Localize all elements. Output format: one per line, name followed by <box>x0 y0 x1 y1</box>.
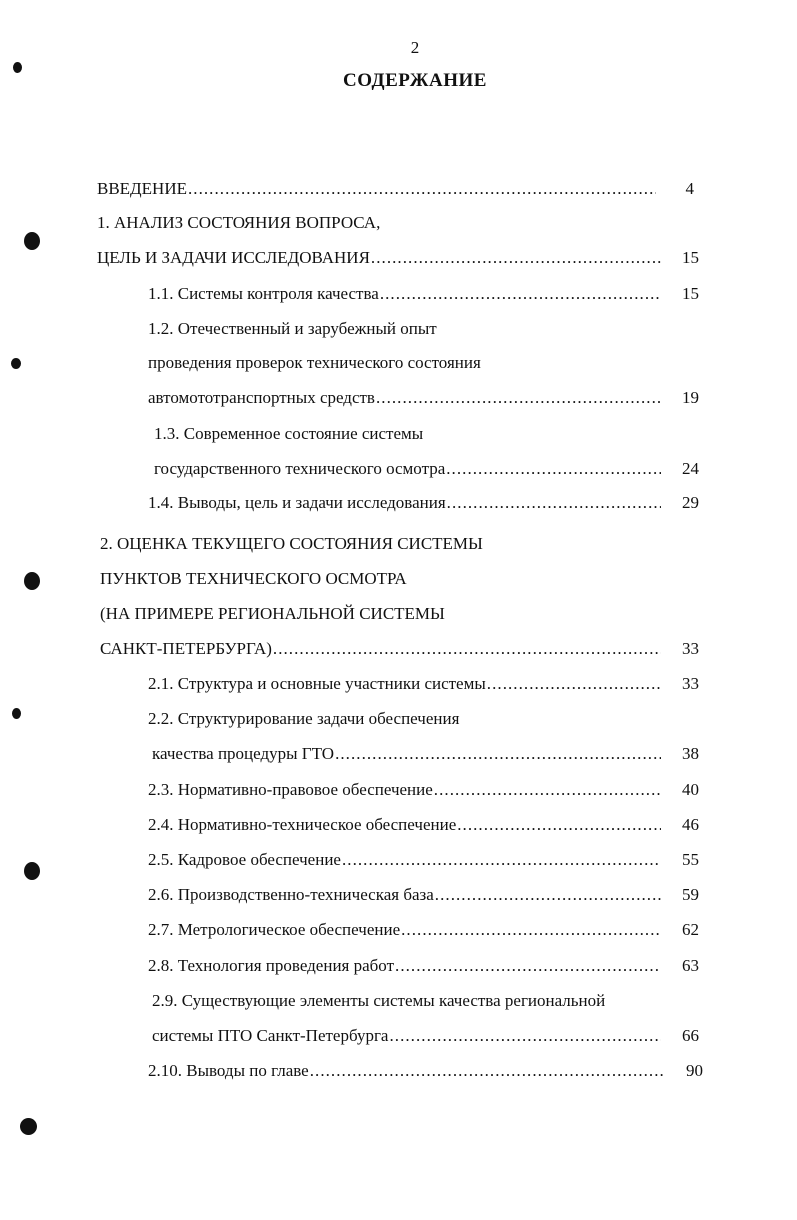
toc-entry[interactable] <box>148 955 699 977</box>
toc-entry-line: (НА ПРИМЕРЕ РЕГИОНАЛЬНОЙ СИСТЕМЫ <box>100 604 445 623</box>
toc-entry[interactable] <box>148 283 699 305</box>
toc-page-number: 15 <box>682 284 699 303</box>
toc-entry-line: ПУНКТОВ ТЕХНИЧЕСКОГО ОСМОТРА <box>100 569 407 588</box>
toc-entry[interactable] <box>97 247 699 269</box>
toc-leader <box>435 884 661 906</box>
toc-entry-title: 2.7. Метрологическое обеспечение <box>148 920 401 939</box>
page-title: СОДЕРЖАНИЕ <box>343 70 487 91</box>
toc-entry[interactable] <box>148 492 699 514</box>
toc-page-number: 24 <box>682 459 699 478</box>
toc-entry-title: ВВЕДЕНИЕ <box>97 179 187 198</box>
toc-leader <box>273 638 661 660</box>
toc-leader <box>310 1060 665 1082</box>
toc-entry-title: 1.4. Выводы, цель и задачи исследования <box>148 493 446 512</box>
toc-page-number: 29 <box>682 493 699 512</box>
binder-hole <box>20 1118 37 1135</box>
toc-entry-title: системы ПТО Санкт-Петербурга <box>152 1026 389 1045</box>
toc-entry[interactable] <box>148 673 699 695</box>
toc-leader <box>487 673 661 695</box>
toc-page-number: 19 <box>682 388 699 407</box>
toc-entry-title: ЦЕЛЬ И ЗАДАЧИ ИССЛЕДОВАНИЯ <box>97 248 370 267</box>
toc-entry-title: государственного технического осмотра <box>154 459 446 478</box>
toc-entry-line: 2. ОЦЕНКА ТЕКУЩЕГО СОСТОЯНИЯ СИСТЕМЫ <box>100 534 483 553</box>
toc-entry[interactable] <box>148 919 699 941</box>
toc-leader <box>335 743 661 765</box>
toc-entry[interactable] <box>148 1060 703 1082</box>
toc-leader <box>434 779 661 801</box>
binder-hole <box>24 572 40 590</box>
toc-entry-line: 2.2. Структурирование задачи обеспечения <box>148 709 460 728</box>
page-number: 2 <box>410 38 420 57</box>
toc-entry-title: качества процедуры ГТО <box>152 744 335 763</box>
toc-page-number: 63 <box>682 956 699 975</box>
toc-entry-line: 1.3. Современное состояние системы <box>154 424 424 443</box>
toc-page-number: 59 <box>682 885 699 904</box>
binder-hole <box>11 358 21 369</box>
toc-leader <box>389 1025 661 1047</box>
toc-page-number: 55 <box>682 850 699 869</box>
toc-entry[interactable] <box>148 814 699 836</box>
toc-entry[interactable] <box>148 779 699 801</box>
toc-entry[interactable] <box>97 178 694 200</box>
toc-page-number: 38 <box>682 744 699 763</box>
toc-page-number: 62 <box>682 920 699 939</box>
toc-page-number: 90 <box>686 1061 703 1080</box>
toc-page-number: 33 <box>682 639 699 658</box>
toc-entry-title: 2.10. Выводы по главе <box>148 1061 309 1080</box>
toc-entry[interactable] <box>148 387 699 409</box>
toc-leader <box>446 458 661 480</box>
toc-entry[interactable] <box>152 743 699 765</box>
toc-page-number: 15 <box>682 248 699 267</box>
toc-leader <box>395 955 661 977</box>
toc-page-number: 46 <box>682 815 699 834</box>
toc-entry-title: 2.6. Производственно-техническая база <box>148 885 434 904</box>
toc-entry[interactable] <box>152 1025 699 1047</box>
toc-leader <box>447 492 661 514</box>
toc-entry[interactable] <box>100 638 699 660</box>
toc-leader <box>380 283 661 305</box>
toc-entry-title: 2.1. Структура и основные участники системы <box>148 674 486 693</box>
toc-leader <box>188 178 656 200</box>
toc-entry-line: 1.2. Отечественный и зарубежный опыт <box>148 319 437 338</box>
toc-entry-line: 2.9. Существующие элементы системы качества региональной <box>152 991 606 1010</box>
toc-entry-title: САНКТ-ПЕТЕРБУРГА) <box>100 639 272 658</box>
toc-entry[interactable] <box>148 884 699 906</box>
toc-entry[interactable] <box>148 849 699 871</box>
toc-entry[interactable] <box>154 458 699 480</box>
binder-hole <box>12 708 21 719</box>
toc-entry-title: 2.3. Нормативно-правовое обеспечение <box>148 780 433 799</box>
toc-entry-title: 1.1. Системы контроля качества <box>148 284 379 303</box>
toc-page-number: 40 <box>682 780 699 799</box>
binder-hole <box>13 62 22 73</box>
toc-leader <box>376 387 661 409</box>
toc-entry-title: автомототранспортных средств <box>148 388 375 407</box>
binder-hole <box>24 232 40 250</box>
toc-entry-title: 2.4. Нормативно-техническое обеспечение <box>148 815 457 834</box>
toc-entry-line: 1. АНАЛИЗ СОСТОЯНИЯ ВОПРОСА, <box>97 213 381 232</box>
toc-entry-title: 2.5. Кадровое обеспечение <box>148 850 341 869</box>
binder-hole <box>24 862 40 880</box>
toc-leader <box>342 849 661 871</box>
toc-page-number: 66 <box>682 1026 699 1045</box>
toc-page-number: 4 <box>685 179 694 198</box>
toc-page-number: 33 <box>682 674 699 693</box>
toc-leader <box>371 247 661 269</box>
toc-entry-line: проведения проверок технического состояния <box>148 353 481 372</box>
toc-leader <box>401 919 661 941</box>
toc-leader <box>457 814 661 836</box>
toc-entry-title: 2.8. Технология проведения работ <box>148 956 395 975</box>
